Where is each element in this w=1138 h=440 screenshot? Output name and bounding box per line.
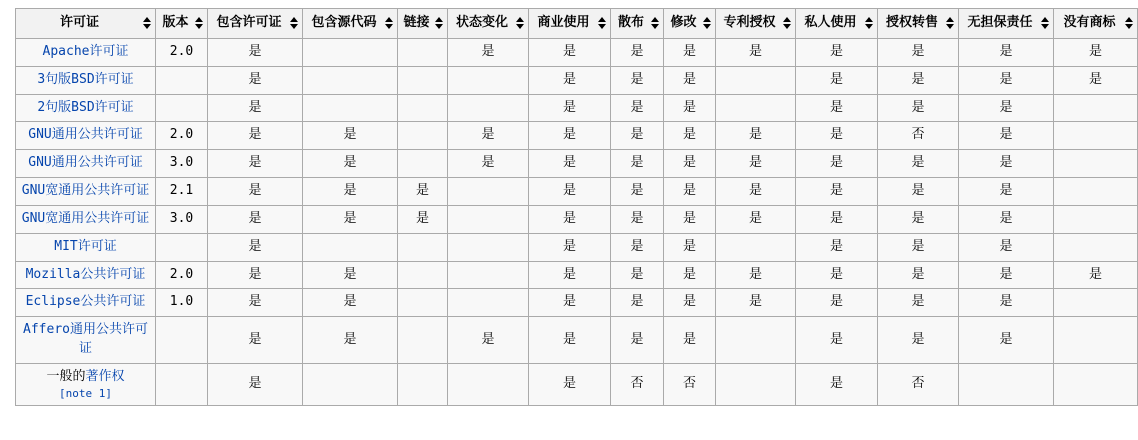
- cell-hold-liable: 是: [959, 122, 1054, 150]
- cell-state-changes: [448, 66, 529, 94]
- column-header-commercial-use[interactable]: [529, 9, 611, 39]
- cell-no-trademark: [1054, 317, 1138, 364]
- version-cell: 2.1: [156, 178, 208, 206]
- license-comparison-table: [15, 8, 1138, 406]
- cell-sublicensing: 是: [878, 94, 959, 122]
- column-header-include-license[interactable]: [208, 9, 303, 39]
- cell-sublicensing: 否: [878, 122, 959, 150]
- cell-state-changes: 是: [448, 122, 529, 150]
- cell-patent-grant: 是: [716, 261, 796, 289]
- cell-patent-grant: [716, 66, 796, 94]
- version-cell: [156, 66, 208, 94]
- cell-state-changes: 是: [448, 317, 529, 364]
- license-link[interactable]: 著作权: [85, 368, 125, 384]
- license-name-cell: [16, 261, 156, 289]
- cell-include-source: [303, 66, 398, 94]
- cell-linking: [398, 233, 448, 261]
- cell-patent-grant: [716, 363, 796, 405]
- license-name-prefix: 一般的: [46, 368, 86, 384]
- license-link[interactable]: GNU宽通用公共许可证: [21, 210, 150, 226]
- cell-patent-grant: [716, 233, 796, 261]
- cell-hold-liable: 是: [959, 205, 1054, 233]
- cell-include-source: 是: [303, 122, 398, 150]
- cell-hold-liable: [959, 363, 1054, 405]
- cell-distribute: 是: [611, 122, 664, 150]
- cell-linking: [398, 261, 448, 289]
- cell-commercial-use: 是: [529, 94, 611, 122]
- column-header-label: 包含许可证: [216, 15, 282, 30]
- cell-private-use: 是: [796, 150, 878, 178]
- version-cell: 2.0: [156, 38, 208, 66]
- cell-patent-grant: 是: [716, 150, 796, 178]
- cell-distribute: 是: [611, 150, 664, 178]
- cell-sublicensing: 是: [878, 178, 959, 206]
- column-header-distribute[interactable]: [611, 9, 664, 39]
- cell-linking: [398, 363, 448, 405]
- cell-linking: [398, 289, 448, 317]
- cell-distribute: 是: [611, 38, 664, 66]
- table-row: [16, 233, 1138, 261]
- version-cell: [156, 317, 208, 364]
- license-name-cell: [16, 233, 156, 261]
- cell-modify: 是: [664, 317, 716, 364]
- cell-modify: 是: [664, 289, 716, 317]
- cell-include-license: 是: [208, 289, 303, 317]
- cell-private-use: 是: [796, 205, 878, 233]
- cell-no-trademark: 是: [1054, 66, 1138, 94]
- cell-commercial-use: 是: [529, 261, 611, 289]
- cell-distribute: 是: [611, 205, 664, 233]
- cell-patent-grant: [716, 94, 796, 122]
- cell-no-trademark: [1054, 363, 1138, 405]
- column-header-private-use[interactable]: [796, 9, 878, 39]
- cell-hold-liable: 是: [959, 66, 1054, 94]
- cell-distribute: 是: [611, 94, 664, 122]
- cell-linking: [398, 66, 448, 94]
- license-link[interactable]: GNU通用公共许可证: [28, 127, 143, 143]
- column-header-label: 专利授权: [723, 15, 776, 30]
- license-link[interactable]: GNU宽通用公共许可证: [21, 183, 150, 199]
- cell-include-license: 是: [208, 94, 303, 122]
- cell-commercial-use: 是: [529, 178, 611, 206]
- cell-no-trademark: [1054, 289, 1138, 317]
- cell-sublicensing: 是: [878, 317, 959, 364]
- cell-private-use: 是: [796, 233, 878, 261]
- cell-commercial-use: 是: [529, 205, 611, 233]
- cell-patent-grant: 是: [716, 289, 796, 317]
- cell-include-license: 是: [208, 317, 303, 364]
- cell-linking: 是: [398, 205, 448, 233]
- cell-hold-liable: 是: [959, 317, 1054, 364]
- cell-commercial-use: 是: [529, 38, 611, 66]
- cell-distribute: 否: [611, 363, 664, 405]
- table-row: [16, 122, 1138, 150]
- cell-include-source: 是: [303, 289, 398, 317]
- table-row: [16, 317, 1138, 364]
- cell-state-changes: [448, 261, 529, 289]
- license-name-cell: [16, 205, 156, 233]
- cell-distribute: 是: [611, 66, 664, 94]
- table-row: [16, 205, 1138, 233]
- cell-distribute: 是: [611, 261, 664, 289]
- cell-no-trademark: [1054, 233, 1138, 261]
- cell-include-license: 是: [208, 122, 303, 150]
- column-header-label: 商业使用: [537, 15, 590, 30]
- license-name-cell: [16, 122, 156, 150]
- license-link[interactable]: Affero通用公共许可证: [23, 322, 148, 357]
- license-name-cell: [16, 289, 156, 317]
- cell-private-use: 是: [796, 289, 878, 317]
- license-link[interactable]: Apache许可证: [42, 43, 129, 59]
- license-name-cell: [16, 38, 156, 66]
- column-header-hold-liable[interactable]: [959, 9, 1054, 39]
- cell-state-changes: [448, 233, 529, 261]
- column-header-label: 授权转售: [885, 15, 938, 30]
- column-header-patent-grant[interactable]: [716, 9, 796, 39]
- cell-patent-grant: [716, 317, 796, 364]
- cell-modify: 否: [664, 363, 716, 405]
- table-row: [16, 289, 1138, 317]
- cell-modify: 是: [664, 205, 716, 233]
- cell-private-use: 是: [796, 317, 878, 364]
- cell-distribute: 是: [611, 233, 664, 261]
- column-header-label: 许可证: [59, 15, 99, 30]
- sort-arrows-icon: [515, 17, 524, 29]
- cell-include-source: 是: [303, 317, 398, 364]
- sort-arrows-icon: [384, 17, 393, 29]
- version-cell: [156, 363, 208, 405]
- cell-linking: [398, 122, 448, 150]
- column-header-label: 散布: [617, 15, 644, 30]
- cell-patent-grant: 是: [716, 38, 796, 66]
- version-cell: 2.0: [156, 122, 208, 150]
- column-header-no-trademark[interactable]: [1054, 9, 1138, 39]
- cell-include-source: 是: [303, 205, 398, 233]
- license-link[interactable]: Mozilla公共许可证: [25, 266, 146, 282]
- cell-state-changes: 是: [448, 150, 529, 178]
- cell-sublicensing: 是: [878, 66, 959, 94]
- table-row: [16, 261, 1138, 289]
- cell-state-changes: [448, 205, 529, 233]
- column-header-version[interactable]: [156, 9, 208, 39]
- sort-arrows-icon: [650, 17, 659, 29]
- license-name-cell: [16, 363, 156, 405]
- sort-arrows-icon: [597, 17, 606, 29]
- license-link[interactable]: MIT许可证: [54, 238, 117, 254]
- version-cell: 3.0: [156, 150, 208, 178]
- cell-hold-liable: 是: [959, 261, 1054, 289]
- cell-sublicensing: 是: [878, 38, 959, 66]
- column-header-linking[interactable]: [398, 9, 448, 39]
- cell-private-use: 是: [796, 261, 878, 289]
- cell-include-source: [303, 233, 398, 261]
- cell-private-use: 是: [796, 94, 878, 122]
- license-name-cell: [16, 150, 156, 178]
- cell-include-license: 是: [208, 66, 303, 94]
- cell-hold-liable: 是: [959, 178, 1054, 206]
- cell-no-trademark: 是: [1054, 38, 1138, 66]
- table-row: [16, 66, 1138, 94]
- cell-modify: 是: [664, 233, 716, 261]
- cell-state-changes: 是: [448, 38, 529, 66]
- cell-include-license: 是: [208, 261, 303, 289]
- column-header-label: 私人使用: [804, 15, 857, 30]
- cell-private-use: 是: [796, 38, 878, 66]
- cell-distribute: 是: [611, 317, 664, 364]
- column-header-label: 状态变化: [455, 15, 508, 30]
- cell-no-trademark: [1054, 94, 1138, 122]
- cell-no-trademark: [1054, 122, 1138, 150]
- cell-modify: 是: [664, 66, 716, 94]
- cell-modify: 是: [664, 261, 716, 289]
- cell-linking: [398, 150, 448, 178]
- table-header-row: [16, 9, 1138, 39]
- cell-commercial-use: 是: [529, 233, 611, 261]
- license-name-cell: [16, 94, 156, 122]
- cell-state-changes: [448, 289, 529, 317]
- cell-include-license: 是: [208, 205, 303, 233]
- table-row: [16, 150, 1138, 178]
- cell-include-source: [303, 363, 398, 405]
- sort-arrows-icon: [864, 17, 873, 29]
- license-link[interactable]: GNU通用公共许可证: [28, 155, 143, 171]
- cell-commercial-use: 是: [529, 66, 611, 94]
- cell-include-license: 是: [208, 178, 303, 206]
- cell-no-trademark: [1054, 205, 1138, 233]
- cell-include-license: 是: [208, 233, 303, 261]
- cell-include-source: 是: [303, 150, 398, 178]
- column-header-label: 包含源代码: [311, 15, 377, 30]
- cell-modify: 是: [664, 150, 716, 178]
- column-header-modify[interactable]: [664, 9, 716, 39]
- cell-distribute: 是: [611, 289, 664, 317]
- cell-patent-grant: 是: [716, 178, 796, 206]
- sort-arrows-icon: [945, 17, 954, 29]
- cell-modify: 是: [664, 178, 716, 206]
- column-header-label: 版本: [162, 15, 189, 30]
- column-header-label: 无担保责任: [967, 15, 1033, 30]
- cell-include-source: 是: [303, 261, 398, 289]
- version-cell: 3.0: [156, 205, 208, 233]
- sort-arrows-icon: [1040, 17, 1049, 29]
- table-row: [16, 178, 1138, 206]
- cell-hold-liable: 是: [959, 289, 1054, 317]
- table-row: [16, 363, 1138, 405]
- license-link[interactable]: Eclipse公共许可证: [25, 294, 146, 310]
- cell-linking: [398, 94, 448, 122]
- cell-no-trademark: 是: [1054, 261, 1138, 289]
- cell-private-use: 是: [796, 122, 878, 150]
- sort-arrows-icon: [1124, 17, 1133, 29]
- column-header-sublicensing[interactable]: [878, 9, 959, 39]
- column-header-label: 没有商标: [1063, 15, 1116, 30]
- cell-include-source: 是: [303, 178, 398, 206]
- cell-sublicensing: 是: [878, 150, 959, 178]
- cell-patent-grant: 是: [716, 122, 796, 150]
- cell-sublicensing: 是: [878, 233, 959, 261]
- cell-sublicensing: 是: [878, 205, 959, 233]
- cell-state-changes: [448, 363, 529, 405]
- sort-arrows-icon: [194, 17, 203, 29]
- license-link[interactable]: 3句版BSD许可证: [37, 71, 134, 87]
- cell-commercial-use: 是: [529, 289, 611, 317]
- cell-hold-liable: 是: [959, 38, 1054, 66]
- cell-patent-grant: 是: [716, 205, 796, 233]
- cell-private-use: 是: [796, 66, 878, 94]
- cell-include-source: [303, 38, 398, 66]
- license-name-cell: [16, 66, 156, 94]
- version-cell: 2.0: [156, 261, 208, 289]
- footnote-link[interactable]: [note 1]: [59, 386, 112, 400]
- cell-modify: 是: [664, 122, 716, 150]
- cell-commercial-use: 是: [529, 122, 611, 150]
- cell-distribute: 是: [611, 178, 664, 206]
- cell-commercial-use: 是: [529, 317, 611, 364]
- cell-private-use: 是: [796, 178, 878, 206]
- cell-include-license: 是: [208, 363, 303, 405]
- cell-commercial-use: 是: [529, 363, 611, 405]
- cell-include-license: 是: [208, 150, 303, 178]
- cell-linking: [398, 317, 448, 364]
- cell-linking: 是: [398, 178, 448, 206]
- sort-arrows-icon: [702, 17, 711, 29]
- cell-state-changes: [448, 178, 529, 206]
- sort-arrows-icon: [782, 17, 791, 29]
- version-cell: [156, 94, 208, 122]
- cell-modify: 是: [664, 94, 716, 122]
- cell-no-trademark: [1054, 178, 1138, 206]
- sort-arrows-icon: [434, 17, 443, 29]
- sort-arrows-icon: [142, 17, 151, 29]
- column-header-include-source[interactable]: [303, 9, 398, 39]
- cell-modify: 是: [664, 38, 716, 66]
- version-cell: [156, 233, 208, 261]
- cell-sublicensing: 是: [878, 261, 959, 289]
- table-row: [16, 38, 1138, 66]
- cell-hold-liable: 是: [959, 233, 1054, 261]
- version-cell: 1.0: [156, 289, 208, 317]
- table-row: [16, 94, 1138, 122]
- license-name-cell: [16, 178, 156, 206]
- cell-include-license: 是: [208, 38, 303, 66]
- cell-sublicensing: 否: [878, 363, 959, 405]
- cell-no-trademark: [1054, 150, 1138, 178]
- license-link[interactable]: 2句版BSD许可证: [37, 99, 134, 115]
- cell-commercial-use: 是: [529, 150, 611, 178]
- cell-linking: [398, 38, 448, 66]
- cell-hold-liable: 是: [959, 94, 1054, 122]
- column-header-label: 链接: [403, 15, 430, 30]
- column-header-state-changes[interactable]: [448, 9, 529, 39]
- cell-private-use: 是: [796, 363, 878, 405]
- cell-sublicensing: 是: [878, 289, 959, 317]
- license-name-cell: [16, 317, 156, 364]
- sort-arrows-icon: [289, 17, 298, 29]
- cell-state-changes: [448, 94, 529, 122]
- column-header-label: 修改: [670, 15, 697, 30]
- column-header-license[interactable]: [16, 9, 156, 39]
- cell-hold-liable: 是: [959, 150, 1054, 178]
- cell-include-source: [303, 94, 398, 122]
